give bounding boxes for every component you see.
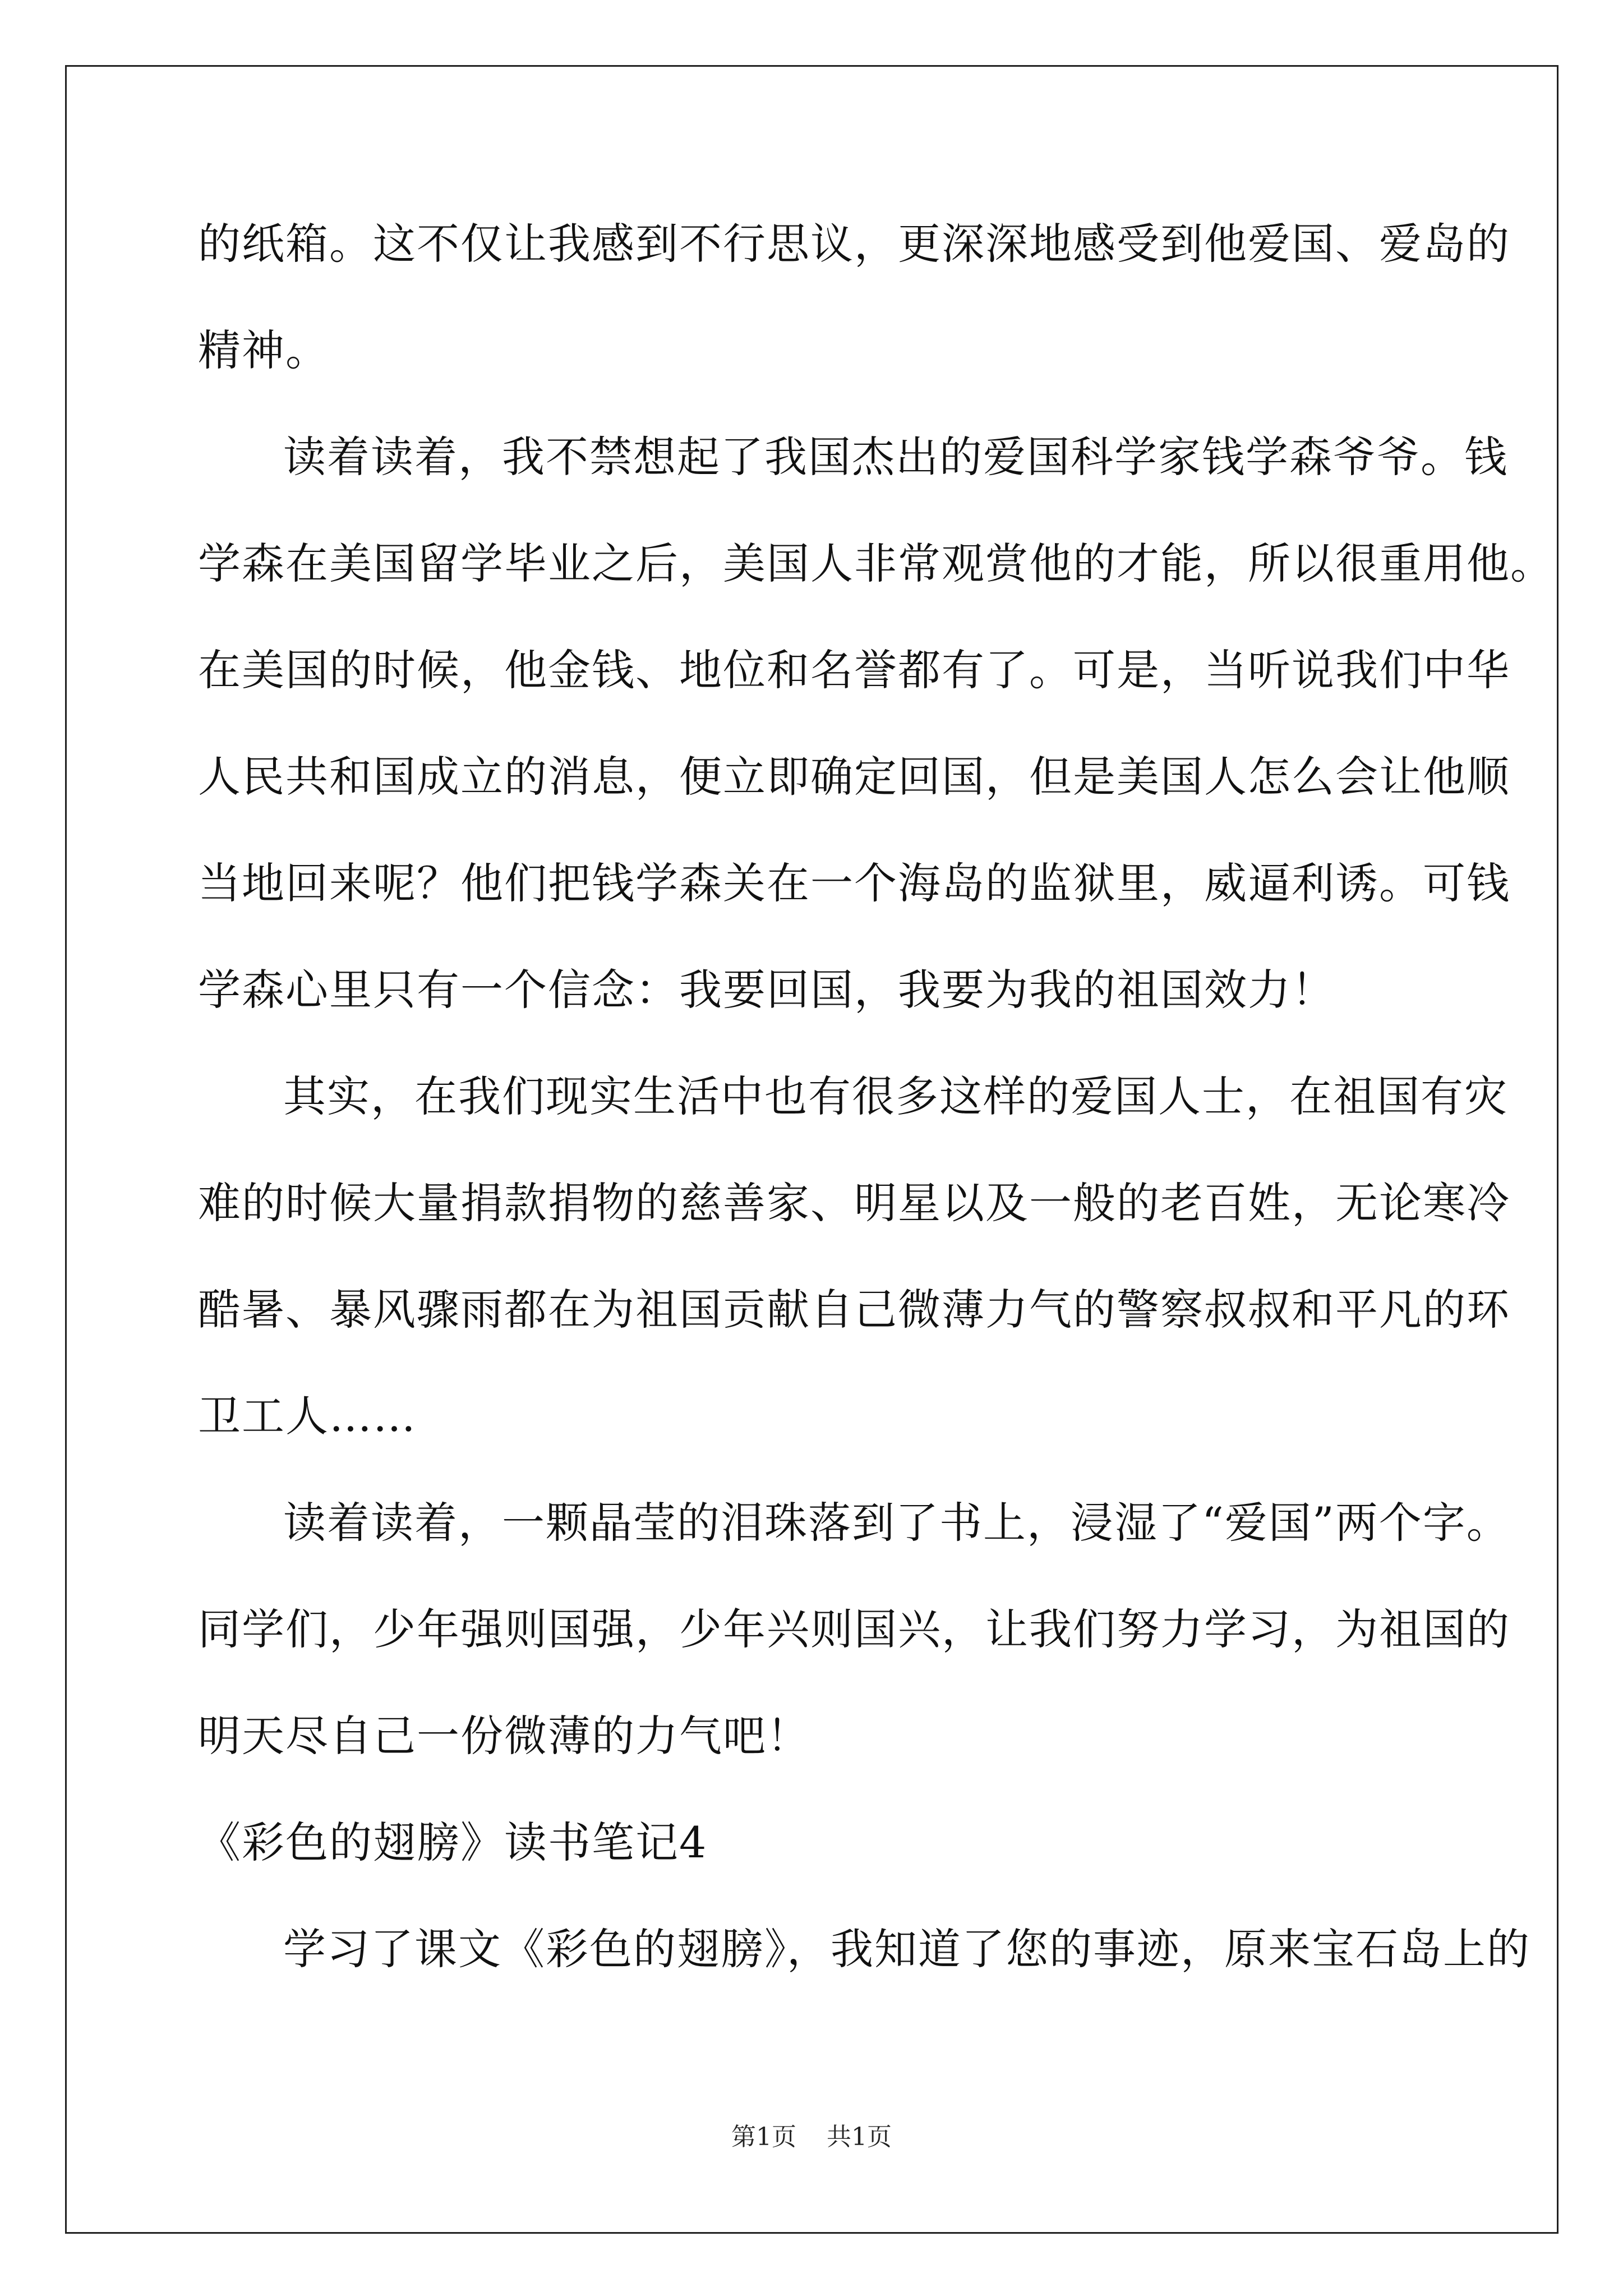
section-heading: 《彩色的翅膀》读书笔记4 bbox=[198, 1818, 708, 1867]
text-line: 同学们，少年强则国强，少年兴则国兴，让我们努力学习，为祖国的 bbox=[198, 1604, 1510, 1654]
text-line: 人民共和国成立的消息，便立即确定回国，但是美国人怎么会让他顺 bbox=[198, 752, 1510, 802]
paragraph-start: 读着读着，一颗晶莹的泪珠落到了书上，浸湿了“爱国”两个字。 bbox=[283, 1498, 1510, 1548]
page-number: 第1页 bbox=[731, 2123, 796, 2151]
text-line: 精神。 bbox=[198, 325, 329, 375]
page-footer bbox=[0, 2120, 1623, 2154]
document-body bbox=[198, 191, 1554, 2003]
text-line: 在美国的时候，他金钱、地位和名誉都有了。可是，当听说我们中华 bbox=[198, 645, 1510, 695]
text-line: 的纸箱。这不仅让我感到不行思议，更深深地感受到他爱国、爱岛的 bbox=[198, 219, 1510, 269]
text-line: 难的时候大量捐款捐物的慈善家、明星以及一般的老百姓，无论寒冷 bbox=[198, 1178, 1510, 1228]
page-total: 共1页 bbox=[827, 2123, 892, 2151]
text-line: 酷暑、暴风骤雨都在为祖国贡献自己微薄力气的警察叔叔和平凡的环 bbox=[198, 1285, 1510, 1335]
text-line: 学森心里只有一个信念：我要回国，我要为我的祖国效力！ bbox=[198, 965, 1335, 1015]
paragraph-start: 读着读着，我不禁想起了我国杰出的爱国科学家钱学森爷爷。钱 bbox=[283, 432, 1508, 482]
text-line: 学森在美国留学毕业之后，美国人非常观赏他的才能，所以很重用他。 bbox=[198, 539, 1554, 588]
text-line: 明天尽自己一份微薄的力气吧！ bbox=[198, 1711, 810, 1761]
text-line: 卫工人…… bbox=[198, 1391, 417, 1441]
paragraph-start: 学习了课文《彩色的翅膀》，我知道了您的事迹，原来宝石岛上的 bbox=[283, 1924, 1530, 1974]
paragraph-start: 其实，在我们现实生活中也有很多这样的爱国人士，在祖国有灾 bbox=[283, 1071, 1508, 1121]
text-line: 当地回来呢？他们把钱学森关在一个海岛的监狱里，威逼利诱。可钱 bbox=[198, 858, 1510, 908]
